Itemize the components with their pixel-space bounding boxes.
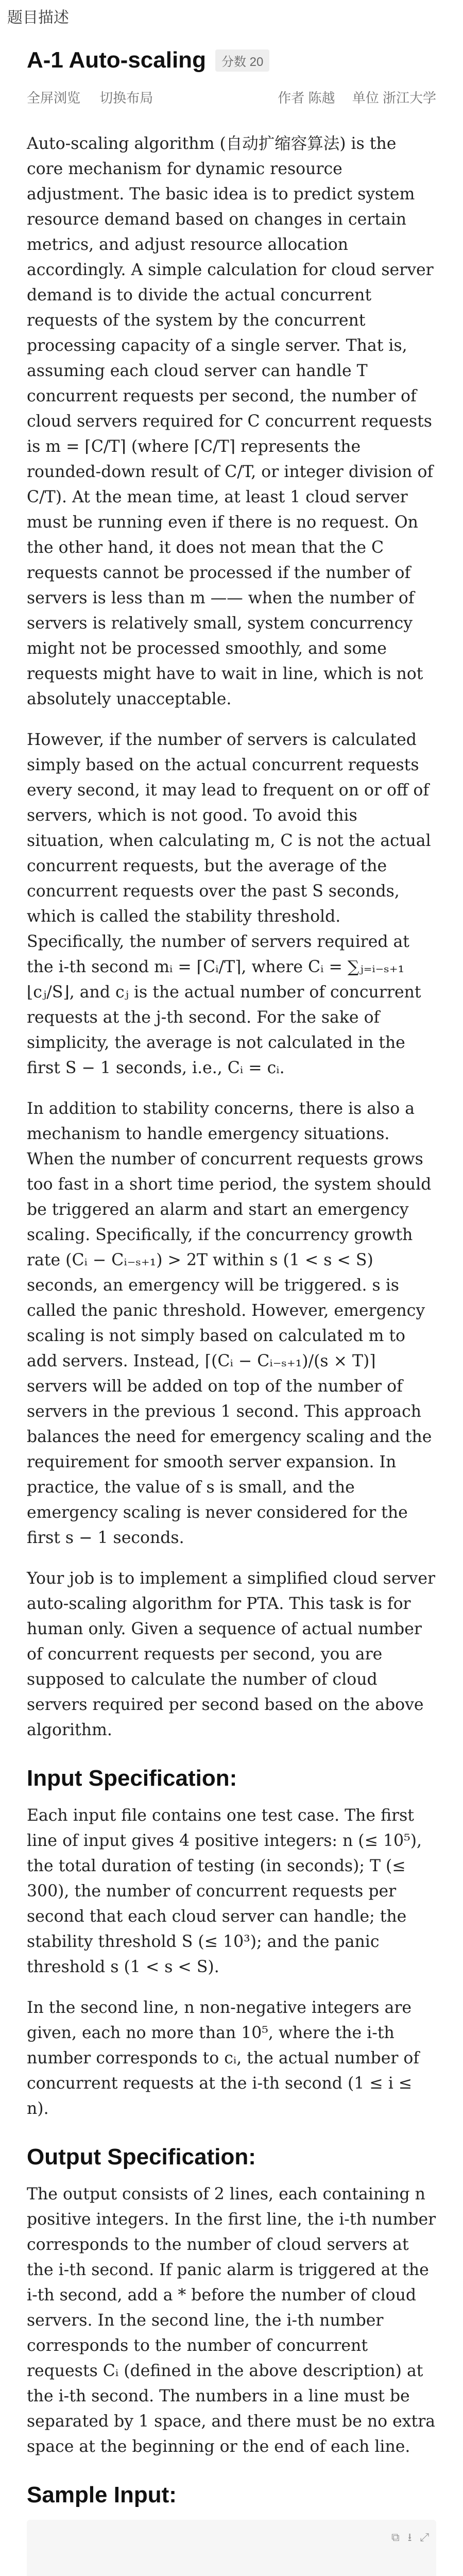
switch-layout-button[interactable]: 切换布局 [99,90,153,106]
input-spec-paragraph: Each input file contains one test case. The first line of input gives 4 positive integers: n (≤ 10⁵), the total duration of testing (in seconds); T (≤ 300), the number of concurrent requests per second that each cloud server can handle; the stability threshold S (≤ 10³); and the panic threshold s (1 < s < S). [27,1806,422,1976]
input-spec-paragraph: In the second line, n non-negative integers are given, each no more than 10⁵, where the i-th number corresponds to cᵢ, the actual number of concurrent requests at the i-th second (1 ≤ i ≤ n). [27,1998,420,2118]
statement-paragraph: However, if the number of servers is calculated simply based on the actual concurrent requests every second, it may lead to frequent on or off of servers, which is not good. To avoid this situation, when calculating m, C is not the actual concurrent requests, but the average of the concurrent requests over the past S seconds, which is called the stability threshold. Specifically, the number of servers required at the i-th second mᵢ = ⌈Cᵢ/T⌉, where Cᵢ = ∑ⱼ₌ᵢ₋ₛ₊₁ ⌊cⱼ/S⌋, and cⱼ is the actual number of concurrent requests at the j-th second. For the sake of simplicity, the average is not calculated in the first S − 1 seconds, i.e., Cᵢ = cᵢ. [27,731,431,1077]
download-icon[interactable]: ⭳ [407,2531,412,2544]
expand-icon[interactable]: ⤢ [420,2531,429,2544]
statement-paragraph: Auto-scaling algorithm (自动扩缩容算法) is the core mechanism for dynamic resource adjustment. The basic idea is to predict system resource demand based on changes in certain metrics, and adjust resource allocation accordingly. A simple calculation for cloud server demand is to divide the actual concurrent requests of the system by the concurrent processing capacity of a single server. That is, assuming each cloud server can handle T concurrent requests per second, the number of cloud servers required for C concurrent requests is m = ⌈C/T⌉ (where ⌈C/T⌉ represents the rounded-down result of C/T, or integer division of C/T). At the mean time, at least 1 cloud server must be running even if there is no request. On the other hand, it does not mean that the C requests cannot be processed if the number of servers is less than m —— when the number of servers is relatively small, system concurrency might not be processed smoothly, and some requests might have to wait in line, which is not absolutely unacceptable. [27,134,434,708]
sample-input-heading: Sample Input: [27,2482,177,2507]
fullscreen-button[interactable]: 全屏浏览 [27,90,81,106]
problem-statement [27,131,436,2576]
output-spec-heading: Output Specification: [27,2144,256,2170]
header-title: 题目描述 [7,9,69,26]
statement-paragraph: In addition to stability concerns, there is also a mechanism to handle emergency situations. When the number of concurrent requests grows too fast in a short time period, the system should be triggered an alarm and start an emergency scaling. Specifically, if the concurrency growth rate (Cᵢ − Cᵢ₋ₛ₊₁) > 2T within s (1 < s < S) seconds, an emergency will be triggered. s is called the panic threshold. However, emergency scaling is not simply based on calculated m to add servers. Instead, ⌈(Cᵢ − Cᵢ₋ₛ₊₁)/(s × T)⌉ servers will be added on top of the number of servers in the previous 1 second. This approach balances the need for emergency scaling and the requirement for smooth server expansion. In practice, the value of s is small, and the emergency scaling is never considered for the first s − 1 seconds. [27,1099,432,1547]
score-badge: 分数 20 [215,49,269,72]
header-bar [7,0,436,32]
unit-label: 单位 浙江大学 [352,90,436,106]
input-spec-heading: Input Specification: [27,1766,237,1791]
problem-title-row [27,47,436,73]
copy-icon[interactable]: ⧉ [391,2531,400,2544]
code-actions [391,2525,429,2550]
sample-input-code[interactable] [27,2520,436,2576]
problem-toolbar [27,88,436,107]
problem-title: A-1 Auto-scaling [27,47,206,73]
statement-paragraph: Your job is to implement a simplified cloud server auto-scaling algorithm for PTA. This task is for human only. Given a sequence of actual number of concurrent requests per second, you are supposed to calculate the number of cloud servers required per second based on the above algorithm. [27,1569,436,1739]
author-label: 作者 陈越 [278,90,335,106]
output-spec-paragraph: The output consists of 2 lines, each containing n positive integers. In the first line, the i-th number corresponds to the number of cloud servers at the i-th second. If panic alarm is triggered at the i-th second, add a * before the number of cloud servers. In the second line, the i-th number corresponds to the number of concurrent requests Cᵢ (defined in the above description) at the i-th second. The numbers in a line must be separated by 1 space, and there must be no extra space at the beginning or the end of each line. [27,2185,436,2456]
